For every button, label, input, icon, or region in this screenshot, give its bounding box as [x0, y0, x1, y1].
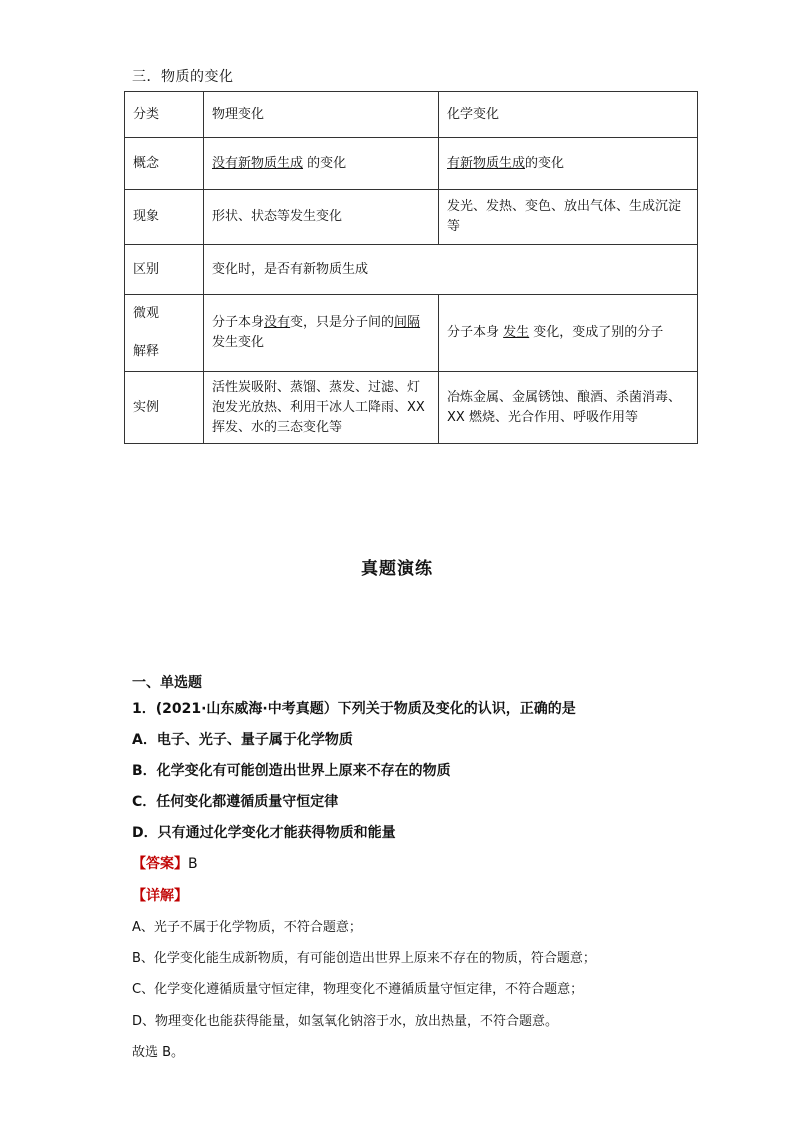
- detail-tag: 【详解】: [132, 888, 188, 904]
- table-cell: 实例: [125, 372, 204, 444]
- underlined-text: 发生: [503, 325, 530, 340]
- underlined-text: 没有新物质生成: [212, 155, 304, 171]
- answer-tag: 【答案】: [132, 856, 188, 872]
- detail-line: [132, 885, 188, 905]
- table-cell: 区别: [125, 245, 204, 295]
- table-cell: [204, 295, 439, 372]
- table-cell: 现象: [125, 190, 204, 245]
- table-cell: 冶炼金属、金属锈蚀、酿酒、杀菌消毒、XX 燃烧、光合作用、呼吸作用等: [439, 372, 698, 444]
- cell-text: 变，只是分子间的: [290, 315, 395, 330]
- detail-item: B、化学变化能生成新物质，有可能创造出世界上原来不存在的物质，符合题意；: [132, 951, 596, 966]
- properties-table: [124, 91, 698, 444]
- table-cell: [439, 138, 698, 190]
- answer-line: [132, 853, 198, 873]
- table-cell: [439, 295, 698, 372]
- table-cell: 概念: [125, 138, 204, 190]
- table-cell: 变化时，是否有新物质生成: [204, 245, 698, 295]
- option-a: A．电子、光子、量子属于化学物质: [132, 732, 353, 748]
- table-cell: 化学变化: [439, 92, 698, 138]
- table-row: [125, 245, 698, 295]
- table-cell: [125, 295, 204, 372]
- table-row: [125, 295, 698, 372]
- cell-text: 的变化: [525, 155, 565, 171]
- cell-text: 解释: [133, 344, 160, 359]
- table-row: [125, 372, 698, 444]
- section-heading: 一、单选题: [132, 675, 202, 691]
- table-cell: 活性炭吸附、蒸馏、蒸发、过滤、灯泡发光放热、利用干冰人工降雨、XX 挥发、水的三态变化等: [204, 372, 439, 444]
- underlined-text: 没有: [264, 315, 291, 330]
- underlined-text: 有新物质生成: [447, 155, 526, 171]
- table-row: [125, 138, 698, 190]
- underlined-text: 间隔: [394, 315, 421, 330]
- cell-text: 分子本身: [212, 315, 265, 330]
- option-b: B．化学变化有可能创造出世界上原来不存在的物质: [132, 763, 451, 779]
- cell-text: 发生变化: [212, 335, 265, 350]
- cell-text: 变化，变成了别的分子: [529, 325, 664, 340]
- question-text: 1．(2021·山东威海·中考真题）下列关于物质及变化的认识，正确的是: [132, 701, 576, 717]
- cell-text: 微观: [133, 306, 160, 321]
- cell-text: 的变化: [303, 155, 347, 171]
- table-cell: 形状、状态等发生变化: [204, 190, 439, 245]
- detail-item: A、光子不属于化学物质，不符合题意；: [132, 920, 362, 935]
- table-cell: [204, 138, 439, 190]
- detail-item: D、物理变化也能获得能量，如氢氧化钠溶于水，放出热量，不符合题意。: [132, 1014, 559, 1029]
- table-cell: 物理变化: [204, 92, 439, 138]
- answer-value: B: [188, 856, 198, 872]
- option-d: D．只有通过化学变化才能获得物质和能量: [132, 825, 396, 841]
- table-row: [125, 190, 698, 245]
- section-title: 三．物质的变化: [132, 69, 234, 85]
- detail-item: C、化学变化遵循质量守恒定律，物理变化不遵循质量守恒定律，不符合题意；: [132, 982, 584, 997]
- cell-text: 分子本身: [447, 325, 504, 340]
- table-cell: 发光、发热、变色、放出气体、生成沉淀等: [439, 190, 698, 245]
- option-c: C．任何变化都遵循质量守恒定律: [132, 794, 339, 810]
- conclusion: 故选 B。: [132, 1045, 185, 1060]
- table-row: [125, 92, 698, 138]
- practice-title: 真题演练: [361, 559, 433, 579]
- table-cell: 分类: [125, 92, 204, 138]
